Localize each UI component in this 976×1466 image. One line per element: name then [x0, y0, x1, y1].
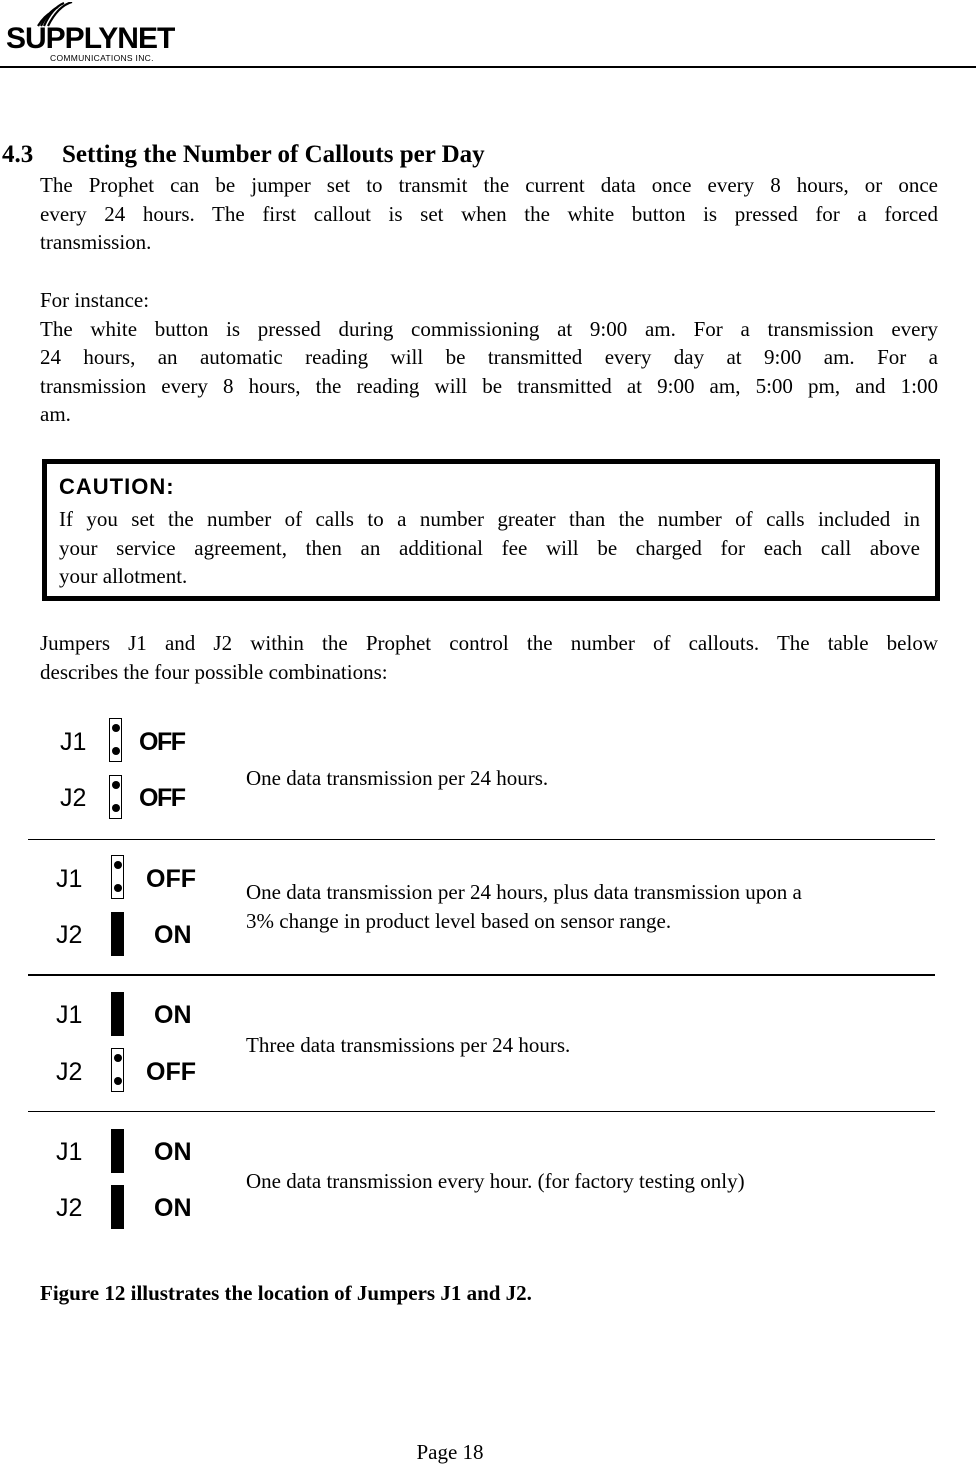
jumper-label-j2: J2 [56, 1194, 83, 1222]
jumper-open-icon [111, 855, 124, 899]
logo-wordmark: SUPPLYNET [6, 22, 175, 55]
example-line: 24 hours, an automatic reading will be transmitted every day at 9:00 am. For a [40, 345, 938, 370]
jumper-state-j2: OFF [146, 1058, 196, 1086]
row-description: 3% change in product level based on sensor range. [246, 909, 672, 933]
jumper-label-j1: J1 [56, 1138, 83, 1166]
jumpers-intro-line: Jumpers J1 and J2 within the Prophet control the number of callouts. The table below [40, 631, 938, 655]
jumper-label-j2: J2 [60, 784, 87, 812]
jumper-state-j2: OFF [139, 784, 185, 812]
intro-line: transmission. [40, 230, 152, 255]
jumper-label-j1: J1 [56, 1001, 83, 1029]
jumper-closed-icon [111, 912, 124, 956]
example-line: transmission every 8 hours, the reading will be transmitted at 9:00 am, 5:00 pm, and 1:00 [40, 373, 938, 398]
jumper-closed-icon [111, 992, 124, 1036]
jumper-state-j2: ON [154, 1194, 192, 1222]
example-line: The white button is pressed during commissioning at 9:00 am. For a transmission every [40, 316, 938, 341]
section-title: Setting the Number of Callouts per Day [62, 141, 485, 168]
jumper-closed-icon [111, 1185, 124, 1229]
intro-line: every 24 hours. The first callout is set when the white button is pressed for a forced [40, 201, 938, 226]
page-number: Page 18 [416, 1440, 484, 1464]
logo-subtitle: COMMUNICATIONS INC. [50, 53, 154, 63]
jumper-state-j2: ON [154, 921, 192, 949]
caution-text [59, 505, 920, 591]
jumper-open-icon [111, 1048, 124, 1092]
intro-line: The Prophet can be jumper set to transmit the current data once every 8 hours, or once [40, 173, 938, 197]
jumper-label-j1: J1 [60, 728, 87, 756]
jumper-label-j1: J1 [56, 865, 83, 893]
row-description: One data transmission every hour. (for factory testing only) [246, 1169, 745, 1193]
caution-line: your service agreement, then an additional fee will be charged for each call above [59, 535, 920, 560]
jumper-state-j1: OFF [146, 865, 196, 893]
row-description: One data transmission per 24 hours, plus data transmission upon a [246, 880, 802, 904]
table-divider [28, 1111, 935, 1112]
caution-line: your allotment. [59, 564, 188, 589]
jumper-label-j2: J2 [56, 921, 83, 949]
jumpers-intro-line: describes the four possible combinations: [40, 659, 388, 684]
example-paragraph [40, 286, 938, 429]
company-logo [6, 2, 176, 64]
jumper-state-j1: ON [154, 1001, 192, 1029]
caution-title: CAUTION: [59, 474, 175, 499]
row-description: One data transmission per 24 hours. [246, 766, 549, 790]
table-divider [28, 839, 935, 840]
jumper-state-j1: OFF [139, 728, 185, 756]
jumper-state-j1: ON [154, 1138, 192, 1166]
jumpers-intro [40, 629, 938, 686]
intro-paragraph [40, 171, 938, 257]
example-lead: For instance: [40, 288, 150, 312]
caution-line: If you set the number of calls to a number greater than the number of calls included in [59, 507, 920, 531]
section-number: 4.3 [2, 141, 34, 168]
jumper-closed-icon [111, 1129, 124, 1173]
header-rule [0, 66, 976, 68]
example-line: am. [40, 402, 71, 427]
row-description: Three data transmissions per 24 hours. [246, 1033, 571, 1057]
table-divider [28, 974, 935, 976]
jumper-label-j2: J2 [56, 1058, 83, 1086]
jumper-open-icon [109, 775, 122, 819]
jumper-open-icon [109, 718, 122, 762]
figure-reference: Figure 12 illustrates the location of Jumpers J1 and J2. [40, 1281, 532, 1305]
